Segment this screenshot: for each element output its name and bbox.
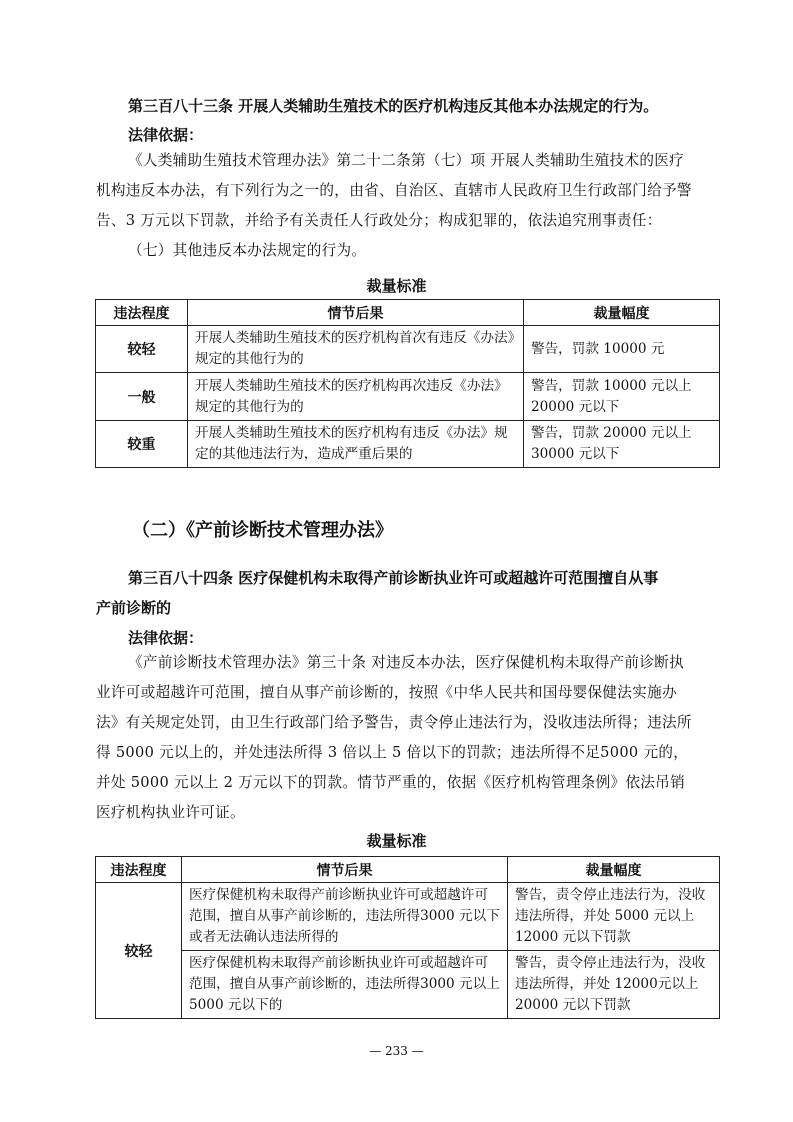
consequence-cell: 医疗保健机构未取得产前诊断执业许可或超越许可范围，擅自从事产前诊断的，违法所得3000 元以上 5000 元以下的: [182, 951, 508, 1019]
table-header-cell: 裁量幅度: [508, 857, 720, 883]
table-1-header-row: [96, 300, 720, 326]
range-cell: 警告，罚款 20000 元以上 30000 元以下: [524, 421, 720, 468]
section-2-title: （二）《产前诊断技术管理办法》: [132, 520, 393, 541]
page-number: — 233 —: [369, 1044, 424, 1058]
range-cell: 警告，责令停止违法行为，没收违法所得，并处 12000元以上 20000 元以下罚款: [508, 951, 720, 1019]
range-cell: 警告，罚款 10000 元: [524, 326, 720, 373]
article-383-basis-label: 法律依据：: [128, 126, 204, 144]
consequence-cell: 医疗保健机构未取得产前诊断执业许可或超越许可范围，擅自从事产前诊断的，违法所得3000 元以下或者无法确认违法所得的: [182, 883, 508, 951]
level-cell: 较轻: [96, 326, 188, 373]
table-2: [95, 856, 720, 1019]
article-384-title-line1: 第三百八十四条 医疗保健机构未取得产前诊断执业许可或超越许可范围擅自从事: [128, 569, 659, 587]
consequence-cell: 开展人类辅助生殖技术的医疗机构有违反《办法》规定的其他违法行为，造成严重后果的: [188, 421, 524, 468]
level-cell: 较轻: [96, 883, 182, 1019]
consequence-cell: 开展人类辅助生殖技术的医疗机构首次有违反《办法》规定的其他行为的: [188, 326, 524, 373]
table-row: [96, 326, 720, 373]
consequence-cell: 开展人类辅助生殖技术的医疗机构再次违反《办法》规定的其他行为的: [188, 373, 524, 421]
article-384-title-line2: 产前诊断的: [96, 599, 172, 617]
table-2-header-row: [96, 857, 720, 883]
table-row: [96, 373, 720, 421]
table-1: [95, 299, 720, 468]
level-cell: 较重: [96, 421, 188, 468]
table-1-caption: 裁量标准: [366, 277, 427, 295]
table-header-cell: 裁量幅度: [524, 300, 720, 326]
range-cell: 警告，罚款 10000 元以上 20000 元以下: [524, 373, 720, 421]
article-383-item: （七）其他违反本办法规定的行为。: [128, 242, 367, 259]
article-383-title: 第三百八十三条 开展人类辅助生殖技术的医疗机构违反其他本办法规定的行为。: [128, 97, 659, 115]
table-header-cell: 违法程度: [96, 300, 188, 326]
table-header-cell: 情节后果: [182, 857, 508, 883]
article-384-paragraph: 《产前诊断技术管理办法》第三十条 对违反本办法，医疗保健机构未取得产前诊断执业许可或超越许可范围，擅自从事产前诊断的，按照《中华人民共和国母婴保健法实施办法》有关规定处罚，由卫生行政部门给予警告，责令停止违法行为，没收违法所得；违法所得 5000 元以上的，并处违法所得 3 倍以上 5 倍以下的罚款；违法所得不足5000 元的，并处 5000 元以上 2 万元以下的罚款。情节严重的，依据《医疗机构管理条例》依法吊销医疗机构执业许可证。: [96, 654, 692, 821]
range-cell: 警告，责令停止违法行为，没收违法所得，并处 5000 元以上 12000 元以下罚款: [508, 883, 720, 951]
table-row: [96, 883, 720, 951]
table-row: [96, 421, 720, 468]
level-cell: 一般: [96, 373, 188, 421]
article-383-paragraph: 《人类辅助生殖技术管理办法》第二十二条第（七）项 开展人类辅助生殖技术的医疗机构违反本办法，有下列行为之一的，由省、自治区、直辖市人民政府卫生行政部门给予警告、3 万元以下罚款，并给予有关责任人行政处分；构成犯罪的，依法追究刑事责任：: [96, 152, 692, 229]
table-header-cell: 违法程度: [96, 857, 182, 883]
table-2-caption: 裁量标准: [366, 832, 427, 850]
article-384-basis-label: 法律依据：: [128, 629, 204, 647]
table-row: [96, 951, 720, 1019]
table-header-cell: 情节后果: [188, 300, 524, 326]
